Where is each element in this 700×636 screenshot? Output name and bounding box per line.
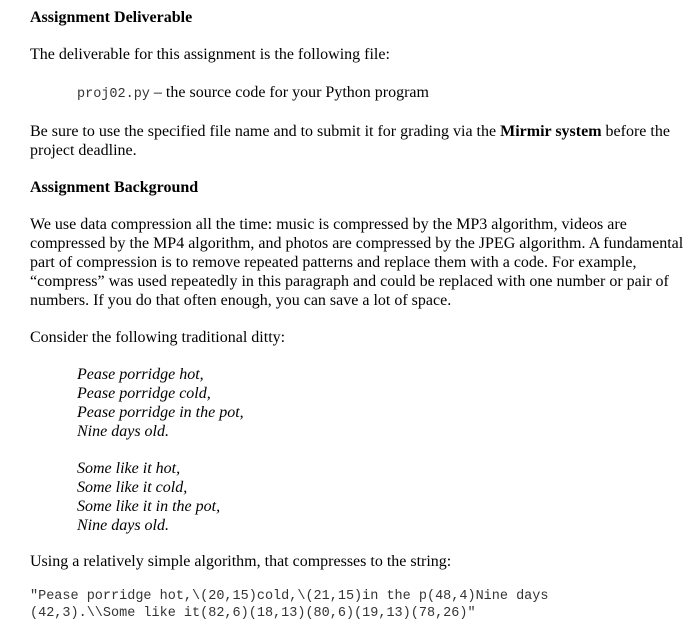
poem-line: Pease porridge cold, [77,385,211,402]
mirmir-system-name: Mirmir system [500,123,602,140]
background-line: We use data compression all the time: music is compressed by the MP3 algorithm, videos are [30,216,627,233]
deliverable-intro: The deliverable for this assignment is the following file: [30,46,390,63]
poem-line: Nine days old. [77,423,169,440]
poem-line: Pease porridge in the pot, [77,404,244,421]
poem-line: Pease porridge hot, [77,366,204,383]
file-description: – the source code for your Python program [149,84,429,101]
poem-line: Some like it in the pot, [77,498,221,515]
submit-text-a: Be sure to use the specified file name and to submit it for grading via the [30,123,501,140]
poem-stanza-1 [77,365,244,441]
background-heading: Assignment Background [30,179,199,196]
submit-instructions-line-2: project deadline. [30,142,137,159]
submit-instructions-line-1 [30,122,694,141]
poem-line: Some like it hot, [77,460,181,477]
using-line: Using a relatively simple algorithm, that compresses to the string: [30,553,452,570]
file-name: proj02.py [77,87,150,102]
poem-line: Nine days old. [77,517,169,534]
background-line: numbers. If you do that often enough, you can save a lot of space. [30,292,452,309]
compressed-string-line-2: (42,3).\\Some like it(82,6)(18,13)(80,6)(19,13)(78,26)" [30,606,476,621]
deliverable-heading: Assignment Deliverable [30,9,193,26]
background-line: “compress” was used repeatedly in this paragraph and could be replaced with one number or pair of [30,273,669,290]
poem-line: Some like it cold, [77,479,188,496]
compressed-string-line-1: "Pease porridge hot,\(20,15)cold,\(21,15)in the p(48,4)Nine days [30,589,549,604]
consider-line: Consider the following traditional ditty: [30,329,286,346]
background-line: part of compression is to remove repeated patterns and replace them with a code. For example, [30,254,637,271]
deliverable-file-line [77,83,700,104]
poem-stanza-2 [77,459,220,535]
submit-text-b: before the [601,123,670,140]
background-line: compressed by the MP4 algorithm, and photos are compressed by the JPEG algorithm. A fundamental [30,235,684,252]
